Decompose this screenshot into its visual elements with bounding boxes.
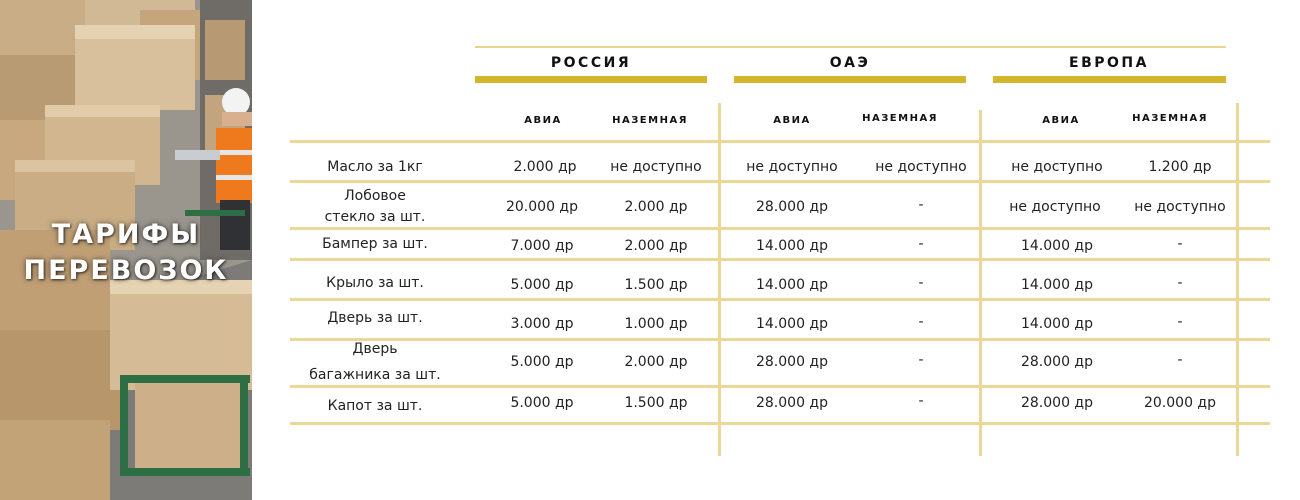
row-label: Масло за 1кг: [327, 159, 423, 175]
warehouse-photo: [0, 0, 252, 500]
row-label: Дверь за шт.: [327, 310, 423, 326]
table-cell: -: [1177, 275, 1183, 291]
table-cell: -: [918, 197, 924, 213]
table-cell: не доступно: [1011, 159, 1103, 175]
subheader-uae-ground: НАЗЕМНАЯ: [862, 113, 938, 124]
table-cell: 14.000 др: [755, 238, 828, 254]
table-cell: -: [1177, 236, 1183, 252]
row-label: Капот за шт.: [327, 398, 423, 414]
row-label: Крыло за шт.: [326, 275, 424, 291]
table-cell: 1.500 др: [624, 277, 688, 293]
table-cell: 5.000 др: [510, 277, 574, 293]
table-cell: 3.000 др: [510, 316, 574, 332]
table-cell: 14.000 др: [1020, 277, 1093, 293]
row-divider: [290, 298, 1270, 301]
table-cell: 1.200 др: [1148, 159, 1212, 175]
table-cell: 2.000 др: [624, 199, 688, 215]
subheader-europe-ground: НАЗЕМНАЯ: [1132, 113, 1208, 124]
table-cell: -: [1177, 314, 1183, 330]
table-cell: -: [918, 236, 924, 252]
table-cell: 20.000 др: [1143, 395, 1216, 411]
row-label: Лобовое: [344, 188, 406, 204]
table-cell: 28.000 др: [1020, 354, 1093, 370]
row-divider: [290, 385, 1270, 388]
table-cell: не доступно: [746, 159, 838, 175]
table-cell: -: [918, 314, 924, 330]
table-cell: 28.000 др: [755, 354, 828, 370]
row-divider: [290, 140, 1270, 143]
table-cell: 2.000 др: [624, 238, 688, 254]
region-bar-russia: [475, 76, 707, 83]
table-cell: 5.000 др: [510, 395, 574, 411]
table-cell: не доступно: [875, 159, 967, 175]
table-cell: не доступно: [1009, 199, 1101, 215]
table-cell: 7.000 др: [510, 238, 574, 254]
row-divider: [290, 258, 1270, 261]
table-cell: 1.000 др: [624, 316, 688, 332]
row-divider: [290, 227, 1270, 230]
table-cell: 28.000 др: [755, 199, 828, 215]
row-label: стекло за шт.: [324, 209, 426, 225]
row-label: багажника за шт.: [309, 367, 441, 383]
table-cell: 14.000 др: [755, 316, 828, 332]
header-top-line: [475, 46, 1226, 48]
table-cell: -: [1177, 352, 1183, 368]
page-title-line-2: ПЕРЕВОЗОК: [23, 255, 229, 286]
region-bar-uae: [734, 76, 966, 83]
table-cell: 28.000 др: [1020, 395, 1093, 411]
table-cell: не доступно: [1134, 199, 1226, 215]
region-russia: РОССИЯ: [550, 55, 632, 71]
table-cell: 14.000 др: [1020, 238, 1093, 254]
region-bar-europe: [993, 76, 1226, 83]
table-cell: -: [918, 393, 924, 409]
row-divider: [290, 180, 1270, 183]
table-cell: -: [918, 352, 924, 368]
table-cell: 14.000 др: [755, 277, 828, 293]
table-cell: 1.500 др: [624, 395, 688, 411]
page-title-line-1: ТАРИФЫ: [51, 219, 201, 250]
subheader-europe-air: АВИА: [1042, 115, 1080, 126]
table-cell: 2.000 др: [513, 159, 577, 175]
subheader-russia-air: АВИА: [524, 115, 562, 126]
table-cell: не доступно: [610, 159, 702, 175]
table-cell: 5.000 др: [510, 354, 574, 370]
subheader-russia-ground: НАЗЕМНАЯ: [612, 115, 688, 126]
table-cell: 28.000 др: [755, 395, 828, 411]
row-divider: [290, 422, 1270, 425]
row-label: Дверь: [352, 341, 398, 357]
table-cell: 14.000 др: [1020, 316, 1093, 332]
column-divider: [718, 103, 721, 456]
table-cell: 2.000 др: [624, 354, 688, 370]
subheader-uae-air: АВИА: [773, 115, 811, 126]
region-europe: ЕВРОПА: [1069, 55, 1149, 71]
region-uae: ОАЭ: [829, 55, 871, 71]
table-cell: 20.000 др: [505, 199, 578, 215]
table-cell: -: [918, 275, 924, 291]
row-label: Бампер за шт.: [322, 236, 428, 252]
